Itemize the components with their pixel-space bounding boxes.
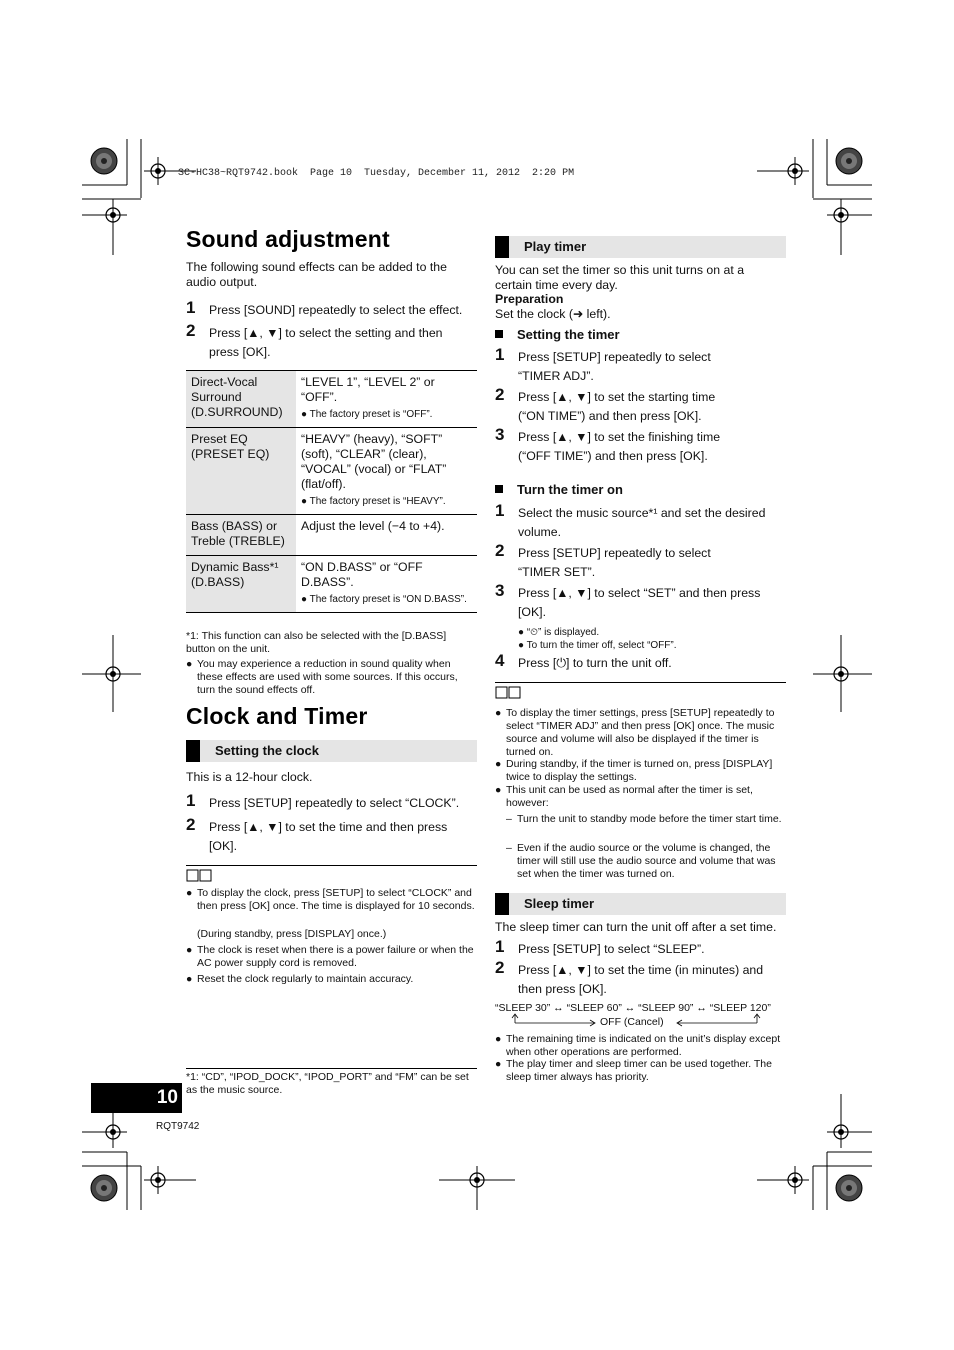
sleep-step-2: 2 Press [▲, ▼] to set the time (in minutes) and then press [OK].: [495, 958, 764, 996]
effect-name: Bass (BASS) or Treble (TREBLE): [186, 515, 296, 556]
sound-intro: The following sound effects can be added to the audio output.: [186, 260, 447, 289]
table-row: [186, 428, 477, 515]
sleep-step-1: 1 Press [SETUP] to select “SLEEP”.: [495, 937, 705, 956]
timer-on-step-3: 3 Press [▲, ▼] to select “SET” and then press [OK].: [495, 581, 761, 619]
sleep-note-1: ● The remaining time is indicated on the unit’s display except when other operations are performed.: [495, 1033, 781, 1058]
section-sleep-timer: Sleep timer: [495, 893, 786, 915]
preparation-label: Preparation: [495, 292, 564, 306]
play-timer-intro: You can set the timer so this unit turns on at a certain time every day.: [495, 263, 745, 292]
effect-name: Dynamic Bass*¹ (D.BASS): [186, 556, 296, 613]
footnote-divider: [186, 1068, 477, 1069]
book-note-icon: [495, 686, 521, 699]
step3-note-1: ● “⏲” is displayed.: [518, 627, 600, 638]
effect-setting: “LEVEL 1”, “LEVEL 2” or “OFF”. ● The factory preset is “OFF”.: [296, 371, 477, 428]
table-row: [186, 556, 477, 613]
timer-note-2: ● During standby, if the timer is turned on, press [DISPLAY] twice to display the settings.: [495, 758, 773, 783]
timer-dash-1: – Turn the unit to standby mode before the timer start time.: [506, 813, 782, 825]
table-row: [186, 371, 477, 428]
clock-step-2: 2 Press [▲, ▼] to set the time and then press [OK].: [186, 815, 448, 853]
effect-name: Direct-Vocal Surround (D.SURROUND): [186, 371, 296, 428]
page-number: 10: [156, 1087, 178, 1108]
timer-on-step-4: 4 Press [⏻] to turn the unit off.: [495, 651, 672, 670]
sound-title: Sound adjustment: [186, 226, 390, 252]
clock-footnote: *1: “CD”, “IPOD_DOCK”, “IPOD_PORT” and “FM” can be set as the music source.: [186, 1071, 469, 1096]
section-setting-clock: Setting the clock: [186, 740, 477, 762]
subhead-turn-timer-on: Turn the timer on: [495, 482, 623, 497]
preparation-text: Set the clock (➜ left).: [495, 307, 611, 321]
timer-set-step-1: 1 Press [SETUP] repeatedly to select “TIMER ADJ”.: [495, 345, 711, 383]
timer-set-step-2: 2 Press [▲, ▼] to set the starting time (“ON TIME”) and then press [OK].: [495, 385, 716, 423]
sound-effects-table: [186, 370, 477, 613]
book-note-icon: [186, 869, 212, 882]
effect-setting: “HEAVY” (heavy), “SOFT” (soft), “CLEAR” (clear), “VOCAL” (vocal) or “FLAT” (flat/off). ● The factory preset is “HEAVY”.: [296, 428, 477, 515]
clock-note-sub: (During standby, press [DISPLAY] once.): [197, 928, 387, 940]
divider: [495, 682, 786, 683]
file-header: SC-HC38~RQT9742.book Page 10 Tuesday, December 11, 2012 2:20 PM: [178, 168, 575, 179]
timer-on-step-1: 1 Select the music source*¹ and set the desired volume.: [495, 501, 766, 539]
clock-timer-title: Clock and Timer: [186, 703, 368, 729]
timer-on-step-2: 2 Press [SETUP] repeatedly to select “TIMER SET”.: [495, 541, 711, 579]
sound-step-1: 1 Press [SOUND] repeatedly to select the effect.: [186, 298, 463, 317]
timer-dash-2: – Even if the audio source or the volume is changed, the timer will still use the audio source and volume that was set when the timer was turned on.: [506, 842, 776, 880]
sound-footnote: *1: This function can also be selected with the [D.BASS] button on the unit.: [186, 630, 447, 655]
clock-step-1: 1 Press [SETUP] repeatedly to select “CLOCK”.: [186, 791, 460, 810]
effect-setting: Adjust the level (−4 to +4).: [296, 515, 477, 556]
sound-step-2: 2 Press [▲, ▼] to select the setting and then press [OK].: [186, 321, 443, 359]
subhead-setting-timer: Setting the timer: [495, 327, 620, 342]
clock-note-2: ● The clock is reset when there is a power failure or when the AC power supply cord is removed.: [186, 944, 474, 969]
step3-note-2: ● To turn the timer off, select “OFF”.: [518, 640, 677, 651]
clock-note-3: ● Reset the clock regularly to maintain accuracy.: [186, 973, 414, 985]
clock-intro: This is a 12-hour clock.: [186, 770, 313, 784]
sleep-note-2: ● The play timer and sleep timer can be used together. The sleep timer always has priority.: [495, 1058, 772, 1083]
effect-setting: “ON D.BASS” or “OFF D.BASS”. ● The factory preset is “ON D.BASS”.: [296, 556, 477, 613]
clock-note-1: ● To display the clock, press [SETUP] to select “CLOCK” and then press [OK] once. The time is displayed for 10 seconds.: [186, 887, 475, 912]
timer-set-step-3: 3 Press [▲, ▼] to set the finishing time (“OFF TIME”) and then press [OK].: [495, 425, 721, 463]
sleep-intro: The sleep timer can turn the unit off after a set time.: [495, 920, 777, 934]
page-number-tab: [91, 1083, 182, 1113]
divider: [186, 865, 477, 866]
timer-note-1: ● To display the timer settings, press [SETUP] repeatedly to select “TIMER ADJ” and then press [OK] once. The music source and volume will also be displayed if the timer is turned on.: [495, 707, 775, 758]
timer-note-3: ● This unit can be used as normal after the timer is set, however:: [495, 784, 753, 809]
effect-name: Preset EQ (PRESET EQ): [186, 428, 296, 515]
sleep-cycle-line: “SLEEP 30” ↔ “SLEEP 60” ↔ “SLEEP 90” ↔ “SLEEP 120”: [495, 1002, 771, 1014]
page-code: RQT9742: [156, 1121, 200, 1132]
sleep-cancel-label: OFF (Cancel): [600, 1016, 664, 1028]
section-play-timer: Play timer: [495, 236, 786, 258]
table-row: [186, 515, 477, 556]
